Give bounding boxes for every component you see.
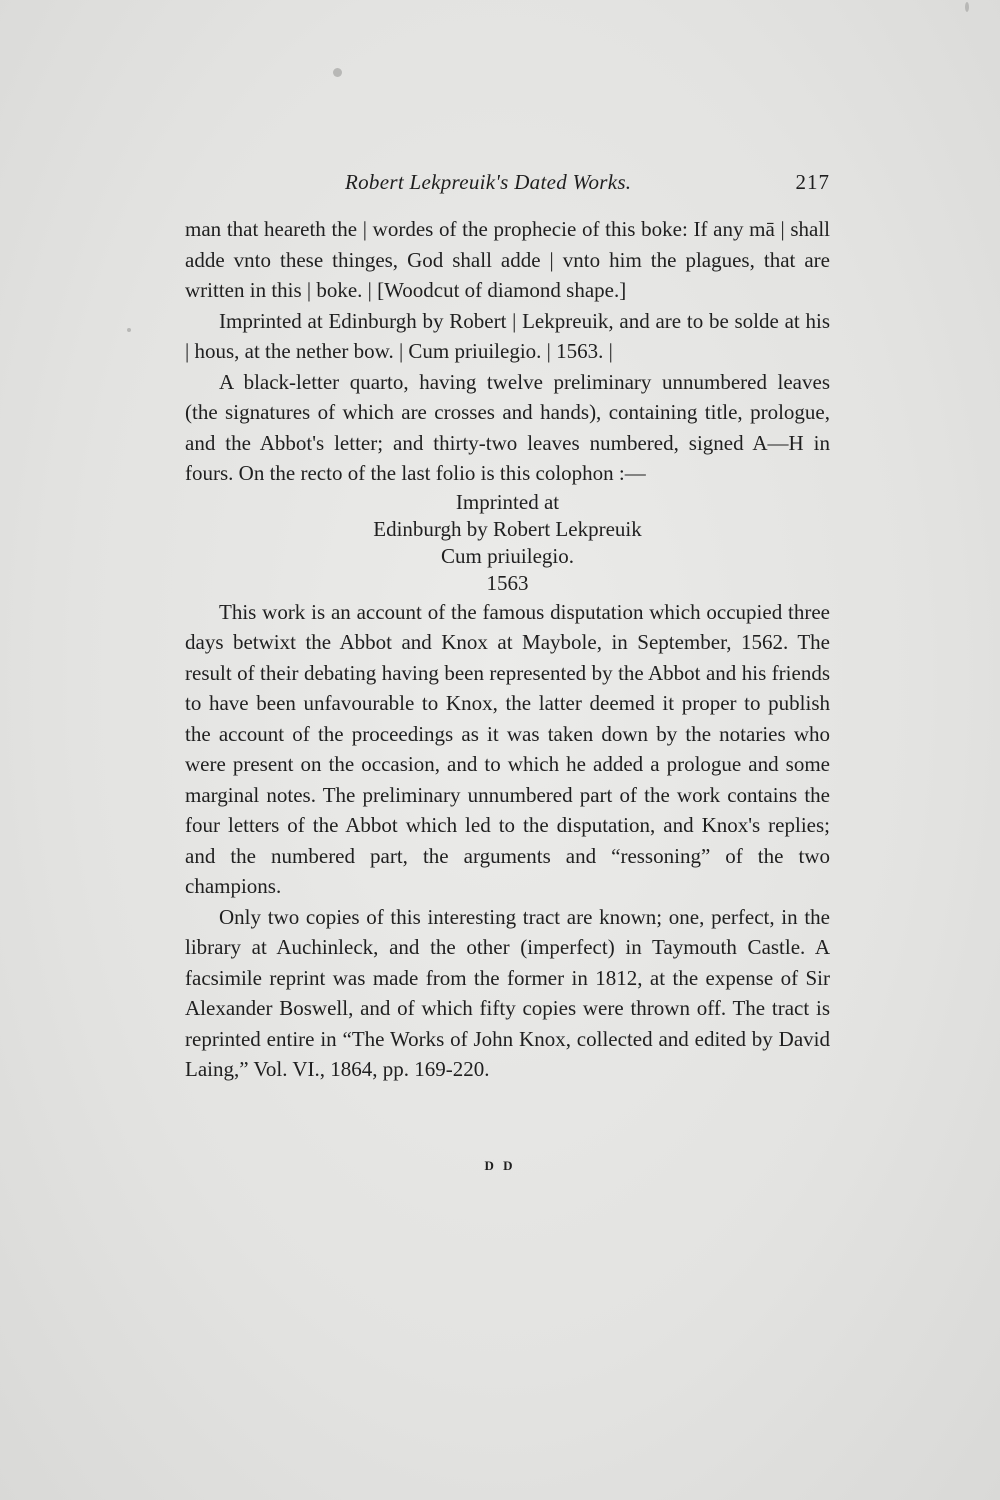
colophon-date: 1563: [486, 570, 529, 595]
paragraph-copies: Only two copies of this interesting tract are known; one, perfect, in the library at Auchinleck, and the other (imperfect) in Taymouth Castle. A facsimile reprint was made from the former in 1812, at the expense of Sir Alexander Boswell, and of which fifty copies were thrown off. The tract is reprinted entire in “The Works of John Knox, collected and edited by David Laing,” Vol. VI., 1864, pp. 169-220.: [185, 904, 830, 1081]
paper-speck: [965, 2, 969, 12]
paragraph-imprint: Imprinted at Edinburgh by Robert | Lekpreuik, and are to be solde at his | hous, at the nether bow. | Cum priuilegio. | 1563. |: [185, 308, 830, 363]
signature-mark: D D: [484, 1158, 516, 1173]
body-text: [185, 214, 830, 1085]
running-head: [185, 170, 830, 202]
running-title: Robert Lekpreuik's Dated Works.: [345, 170, 632, 194]
paper-speck: [333, 68, 342, 77]
colophon: [185, 489, 830, 597]
paper-speck: [127, 328, 131, 332]
paragraph-account: This work is an account of the famous disputation which occupied three days betwixt the Abbot and Knox at Maybole, in September, 1562. The result of their debating having been represented by the Abbot and his friends to have been unfavourable to Knox, the latter deemed it proper to publish the account of the proceedings as it was taken down by the notaries who were present on the occasion, and to which he added a prologue and some marginal notes. The preliminary unnumbered part of the work contains the four letters of the Abbot which led to the disputation, and Knox's replies; and the numbered part, the arguments and “ressoning” of the two champions.: [185, 599, 830, 898]
colophon-line: Edinburgh by Robert Lekpreuik: [373, 516, 642, 541]
colophon-line: Cum priuilegio.: [441, 543, 574, 568]
paragraph-continuation: man that heareth the | wordes of the prophecie of this boke: If any mā | shall adde vnto these thinges, God shall adde | vnto him the plagues, that are written in this | boke. | [Woodcut of diamond shape.]: [185, 217, 830, 302]
paragraph-description: A black-letter quarto, having twelve preliminary unnumbered leaves (the signatures of which are crosses and hands), containing title, prologue, and the Abbot's letter; and thirty-two leaves numbered, signed A—H in fours. On the recto of the last folio is this colophon :—: [185, 369, 830, 485]
page-number: 217: [795, 170, 830, 194]
colophon-line: Imprinted at: [455, 489, 560, 514]
